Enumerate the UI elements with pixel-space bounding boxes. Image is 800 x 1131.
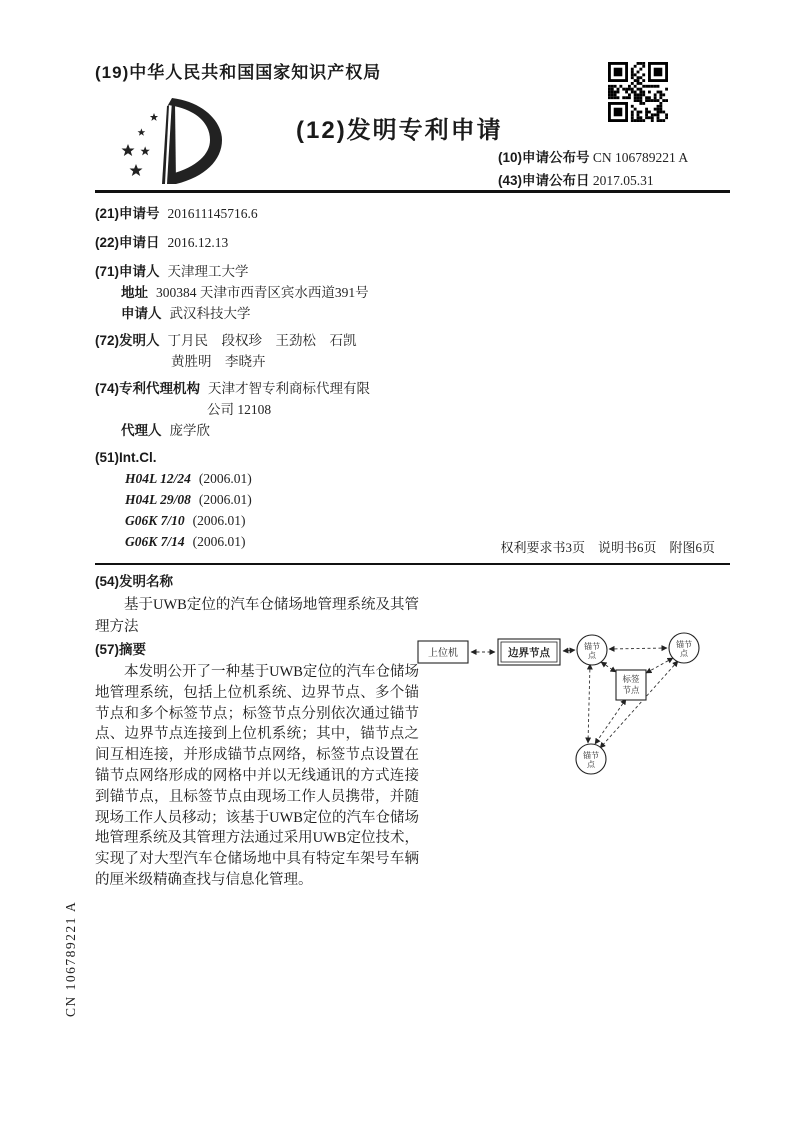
intcl-item <box>95 510 505 531</box>
abstract-label: (57)摘要 <box>95 642 147 657</box>
applicant-label: (71)申请人 <box>95 264 160 279</box>
agency-row <box>95 378 505 399</box>
agency-line1: 天津才智专利商标代理有限 <box>208 381 371 396</box>
patent-office-name: (19)中华人民共和国国家知识产权局 <box>95 63 382 82</box>
applicant1-value: 天津理工大学 <box>167 264 249 279</box>
publication-number-label: (10)申请公布号 <box>498 150 590 165</box>
anchor-node-label: 锚节 <box>676 640 692 649</box>
abstract-figure-diagram <box>410 622 730 797</box>
bibliographic-data <box>95 203 505 552</box>
pages-info: 权利要求书3页 说明书6页 附图6页 <box>500 540 715 555</box>
agent-value: 庞学欣 <box>169 423 210 438</box>
host-node-label: 上位机 <box>428 648 458 659</box>
agency-label: (74)专利代理机构 <box>95 381 201 396</box>
publication-number-value: CN 106789221 A <box>592 150 689 165</box>
application-number-row <box>95 203 505 224</box>
qr-code-icon <box>608 62 668 122</box>
applicant2-row <box>95 303 505 324</box>
intcl-item <box>95 468 505 489</box>
anchor-node-label: 锚节 <box>583 751 599 760</box>
svg-text:点: 点 <box>680 649 688 658</box>
agency-row2 <box>95 399 505 420</box>
svg-text:点: 点 <box>587 760 595 769</box>
address-row <box>95 282 505 303</box>
inventors-row2 <box>95 351 505 372</box>
document-type-title: (12)发明专利申请 <box>296 117 503 144</box>
sipo-logo-icon <box>112 92 228 188</box>
publication-date-value: 2017.05.31 <box>592 173 654 188</box>
inventors-row <box>95 330 505 351</box>
inventors-label: (72)发明人 <box>95 333 160 348</box>
applicant-row <box>95 261 505 282</box>
header-divider-rule <box>95 190 730 193</box>
intcl-item <box>95 489 505 510</box>
anchor-node-label: 锚节 <box>584 642 600 651</box>
inventors-line1: 丁月民 段权珍 王劲松 石凯 <box>167 333 357 348</box>
applicant2-value: 武汉科技大学 <box>169 306 251 321</box>
application-number-value: 201611145716.6 <box>167 206 258 221</box>
intcl-label: (51)Int.Cl. <box>95 450 157 465</box>
applicant2-label: 申请人 <box>121 306 162 321</box>
address-label: 地址 <box>121 285 148 300</box>
intcl-code: G06K 7/10 <box>125 513 185 528</box>
svg-text:点: 点 <box>588 651 596 660</box>
title-abstract-block <box>95 572 419 891</box>
agent-label: 代理人 <box>121 423 162 438</box>
intcl-year: (2006.01) <box>198 492 252 507</box>
inventors-line2: 黄胜明 李晓卉 <box>171 354 266 369</box>
intcl-year: (2006.01) <box>192 513 246 528</box>
publication-number-row <box>498 146 688 166</box>
intcl-year: (2006.01) <box>198 471 252 486</box>
svg-text:节点: 节点 <box>622 685 640 695</box>
agency-line2: 公司 12108 <box>207 402 272 417</box>
invention-title-label: (54)发明名称 <box>95 574 174 589</box>
intcl-code: H04L 12/24 <box>125 471 191 486</box>
section-divider-rule <box>95 563 730 565</box>
tag-node-label: 标签 <box>622 674 640 684</box>
intcl-year: (2006.01) <box>192 534 246 549</box>
application-date-row <box>95 232 505 253</box>
application-date-label: (22)申请日 <box>95 235 160 250</box>
address-value: 300384 天津市西青区宾水西道391号 <box>156 285 369 300</box>
publication-date-label: (43)申请公布日 <box>498 173 590 188</box>
boundary-node-label: 边界节点 <box>508 647 550 659</box>
publication-date-row <box>498 169 654 189</box>
application-number-label: (21)申请号 <box>95 206 160 221</box>
intcl-code: H04L 29/08 <box>125 492 191 507</box>
abstract-text: 本发明公开了一种基于UWB定位的汽车仓储场地管理系统，包括上位机系统、边界节点、多个锚节点和多个标签节点；标签节点分别依次通过锚节点、边界节点连接到上位机系统；其中，锚节点之间互相连接，并形成锚节点网络，标签节点设置在锚节点网络形成的网格中并以无线通讯的方式连接到锚节点，且标签节点由现场工作人员携带，并随现场工作人员移动；该基于UWB定位的汽车仓储场地管理系统及其管理方法通过采用UWB定位技术，实现了对大型汽车仓储场地中具有特定车架号车辆的厘米级精确查找与信息化管理。 <box>95 664 419 888</box>
invention-title: 基于UWB定位的汽车仓储场地管理系统及其管理方法 <box>95 597 419 635</box>
vertical-publication-number: CN 106789221 A <box>63 900 78 1017</box>
intcl-row <box>95 447 505 468</box>
application-date-value: 2016.12.13 <box>167 235 229 250</box>
agent-row <box>95 420 505 441</box>
intcl-code: G06K 7/14 <box>125 534 185 549</box>
